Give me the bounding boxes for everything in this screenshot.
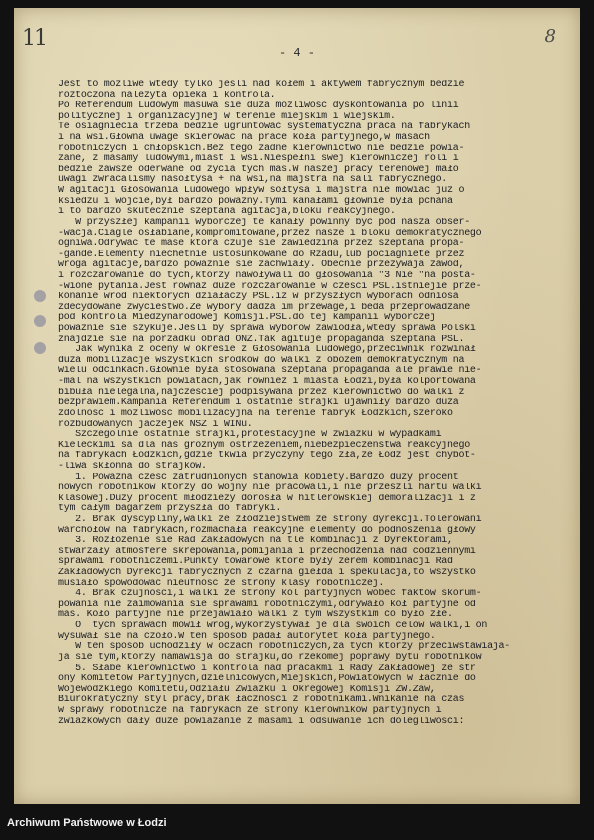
text-line: zdolnosc i mozliwosc mobilizacyjna na terenie fabryk Łodzkich,szeroko: [58, 408, 453, 419]
text-line: wielu odcinkach.Głownie była stosowana szeptana propaganda ale prawie nie-: [58, 366, 482, 377]
text-line: zwiazkowych dały duze powiazanie z masami i odsuwanie ich dolegliwosci:: [58, 716, 465, 727]
text-line: 5. Słabe kierownictwo i kontrola nad pracakmi i Rady Zakładowej ze str: [58, 663, 476, 674]
text-line: musiało spowodowac nieufnosc ze strony klasy robotniczej.: [58, 578, 385, 589]
text-line: Zakładowych Dyrekcji fabrycznych z czarna giełda i spekulacja,to wszystko: [58, 568, 476, 579]
text-line: w sprawy robotnicze na fabrykach ze strony kierownikow partyjnych i: [58, 705, 442, 716]
document-page: [14, 8, 580, 804]
archive-footer-bar: [0, 806, 594, 840]
text-line: Jak wynika z oceny w okresie z Głosowania Ludowego,przeciwnik rozwinał: [58, 345, 476, 356]
punch-hole-mark: [34, 315, 46, 327]
text-line: 4. Brak czujnosci,i walki ze strony kol partyjnych wobec faktow skorum-: [58, 589, 482, 600]
text-line: mas. Koło partyjne nie przejawiało walki z tym wszystkim co było złe.: [58, 610, 453, 621]
text-line: W ten sposob uchodziły w oczach robotniczych,za tych ktorzy przeciwstawiaja-: [58, 642, 510, 653]
text-line: zdecydowane zwyciestwo.Ze wybory dadza im przewage,i beda przeprowadzane: [58, 302, 470, 313]
text-line: rozbudowanych jaczejek NSZ i WINu.: [58, 419, 253, 430]
text-line: politycznej i organizacyjnej w terenie miejskim i wiejskim.: [58, 111, 396, 122]
text-line: klasowej.Duzy procent młodziezy dorosła w hitlerowskiej demoralizacji i z: [58, 493, 476, 504]
text-line: i rozczarowanie do tych,ktorzy nawoływali do głosowania "3 Nie "na posta-: [58, 270, 476, 281]
text-line: bezprawiem.Kampania Referendum i ostatnie strajki ujawniły bardzo duza: [58, 398, 459, 409]
text-line: ony Komitetow Partyjnych,dzielnicowych,Miejskich,Powiatowych w łacznie do: [58, 674, 476, 685]
typed-text-body: [58, 80, 578, 727]
text-line: W przyszłej kampanii wyborczej te kanały powinny byc pod nasza obser-: [58, 217, 470, 228]
punch-hole-mark: [34, 290, 46, 302]
text-line: zane, z masamy ludowymi,miast i wsi.Niespełni swej kierowniczej roli i: [58, 154, 459, 165]
text-line: Kieleckimi sa dla nas groznym ostrzezeniem,niebezpieczenstwa reakcyjnego: [58, 440, 470, 451]
text-line: Jest to mozliwe wtedy tylko jesli nad kołem i aktywem fabrycznym bedzie: [58, 80, 465, 90]
handwritten-margin-mark: 11: [22, 26, 46, 51]
text-line: i na wsi.Głowna uwage skierowac na prace koła partyjnego,w masach: [58, 133, 430, 144]
text-line: Biurokratyczny styl pracy,brak łacznosci z robotnikami.Wnikanie na czas: [58, 695, 465, 706]
punch-hole-mark: [34, 342, 46, 354]
text-line: znajdzie sie na porzadku obrad ONZ.Tak agituje propaganda szeptana PSL.: [58, 334, 465, 345]
text-line: ja sie tym,ktorzy namawisja do strajku,do rzekomej poprawy bytu robotnikow: [58, 652, 482, 663]
text-line: Te osiagniecia trzeba bedzie ugruntowac systematyczna praca na fabrykach: [58, 122, 470, 133]
text-line: konanie wrod niektorych działaczy PSL.iz w przyszłych wyborach odniosa: [58, 292, 459, 303]
text-line: uwagi zwracalismy nasołtysa + na wsi,na majstra na sali fabrycznego.: [58, 175, 448, 186]
text-line: ogniwa.Odrywac te mase ktora czuje sie zawiedzina przez szeptana propa-: [58, 239, 465, 250]
text-line: i to bardzo skutecznie szeptana agitacja,bloku reakcyjnego.: [58, 207, 396, 218]
text-line: bedzie zawsze oderwane od zycia tych mas.W naszej pracy terenowej mało: [58, 164, 459, 175]
text-line: wysuwał sie na czoło.W ten sposob padał autorytet koła partyjnego.: [58, 631, 436, 642]
text-line: W agitacji Głosowania Ludowego wpływ sołtysa i majstra nie mowiac juz o: [58, 186, 465, 197]
text-line: 3. Rozłozenie sie Rad Zakładowych na tle kombinacji z Dyrektorami,: [58, 536, 453, 547]
text-line: -gande.Elementy niechetnie ustosunkowane do Rzadu,lub pociagniete przez: [58, 249, 465, 260]
text-line: tym całym bagarzem przyszła do fabryki.: [58, 504, 282, 515]
text-line: warchołow na fabrykach,rozmachała reakcyjne elementy do podnoszenia głowy: [58, 525, 476, 536]
text-line: na fabrykach Łodzkich,gdzie tkwia przyczyny tego zła,ze Łodz jest chybot-: [58, 451, 476, 462]
text-line: -wacja.Ciagle osłabiane,kompromitowane,przez nasze i bloku demokratycznego: [58, 228, 482, 239]
text-line: bibuła nielegalna,najczesciej podpisywana przez kierownictwo do walki z: [58, 387, 465, 398]
typed-page-number: - 4 -: [278, 46, 315, 60]
text-line: powania nie zaimowania sie sprawami robotniczymi,odrywało koł partyjne od: [58, 599, 476, 610]
text-line: stwarzały atmosfere skrepowania,pomijania i przechodzenia nad codziennymi: [58, 546, 476, 557]
text-line: powaznie sie szykuje.Jesli by sprawa wyborow zawiodła,wtedy sprawa Polski: [58, 324, 476, 335]
text-line: Wojewodzkiego Komitetu,Odziału Zwiazku i Okregowej Komisji ZW.Zaw,: [58, 684, 436, 695]
text-line: pod kontrola Miedzynarodowej Komisji.PSL.do tej kampanii wyborczej: [58, 313, 436, 324]
text-line: sprawami robotniczemi.Punkty towarowe ktore były zerem kombinacji Rad: [58, 557, 453, 568]
text-line: 1. Powazna czesc zatrudnionych stanowia kobiety.Bardzo duzy procent: [58, 472, 459, 483]
text-line: duza mobilizacje wszystkich srodkow do walki z obozem demokratycznym na: [58, 355, 465, 366]
text-line: ksiedzu i wojcie,był bardzo poważny.Tymi kanałami głownie była pchana: [58, 196, 453, 207]
text-line: wroga agitacje,bardzo powaznie sie zachwiały. Obecnie przezywaja zawod,: [58, 260, 465, 271]
text-line: O tych sprawach mowił wrog,wykorzystywał je dla swoich celow walki,i on: [58, 621, 488, 632]
text-line: -wione pytania.Jest rownaż duze rozczarowanie w czesci PSL.istniejie prze-: [58, 281, 482, 292]
text-line: robotniczych i chłopskich.Bez tego zadne kierownictwo nie bedzie powia-: [58, 143, 465, 154]
text-line: roztoczona należyta opieka i kontrola.: [58, 90, 276, 101]
text-line: nowych robotnikow ktorzy do wojny nie pracowali,i nie przeszli hartu walki: [58, 483, 482, 494]
text-line: -liwa skłonna do strajkow.: [58, 461, 207, 472]
text-line: 2. Brak dyscypliny,walki ze złodziejstwem ze strony dyrekcji.Tolerowani: [58, 514, 482, 525]
archive-name: Archiwum Państwowe w Łodzi: [7, 817, 167, 829]
text-line: Szczegolnie ostatnie strajki,protestacyjne w zwiazku w wypadkami: [58, 430, 442, 441]
text-line: Po Referendum Ludowym masuwa sie duza mozliwośc dyskontowania po linii: [58, 101, 459, 112]
handwritten-page-number: 8: [544, 26, 556, 47]
text-line: -mal na wszystkich powiatach,jak rowniez i miasta Łodzi,była kolportowana: [58, 377, 476, 388]
